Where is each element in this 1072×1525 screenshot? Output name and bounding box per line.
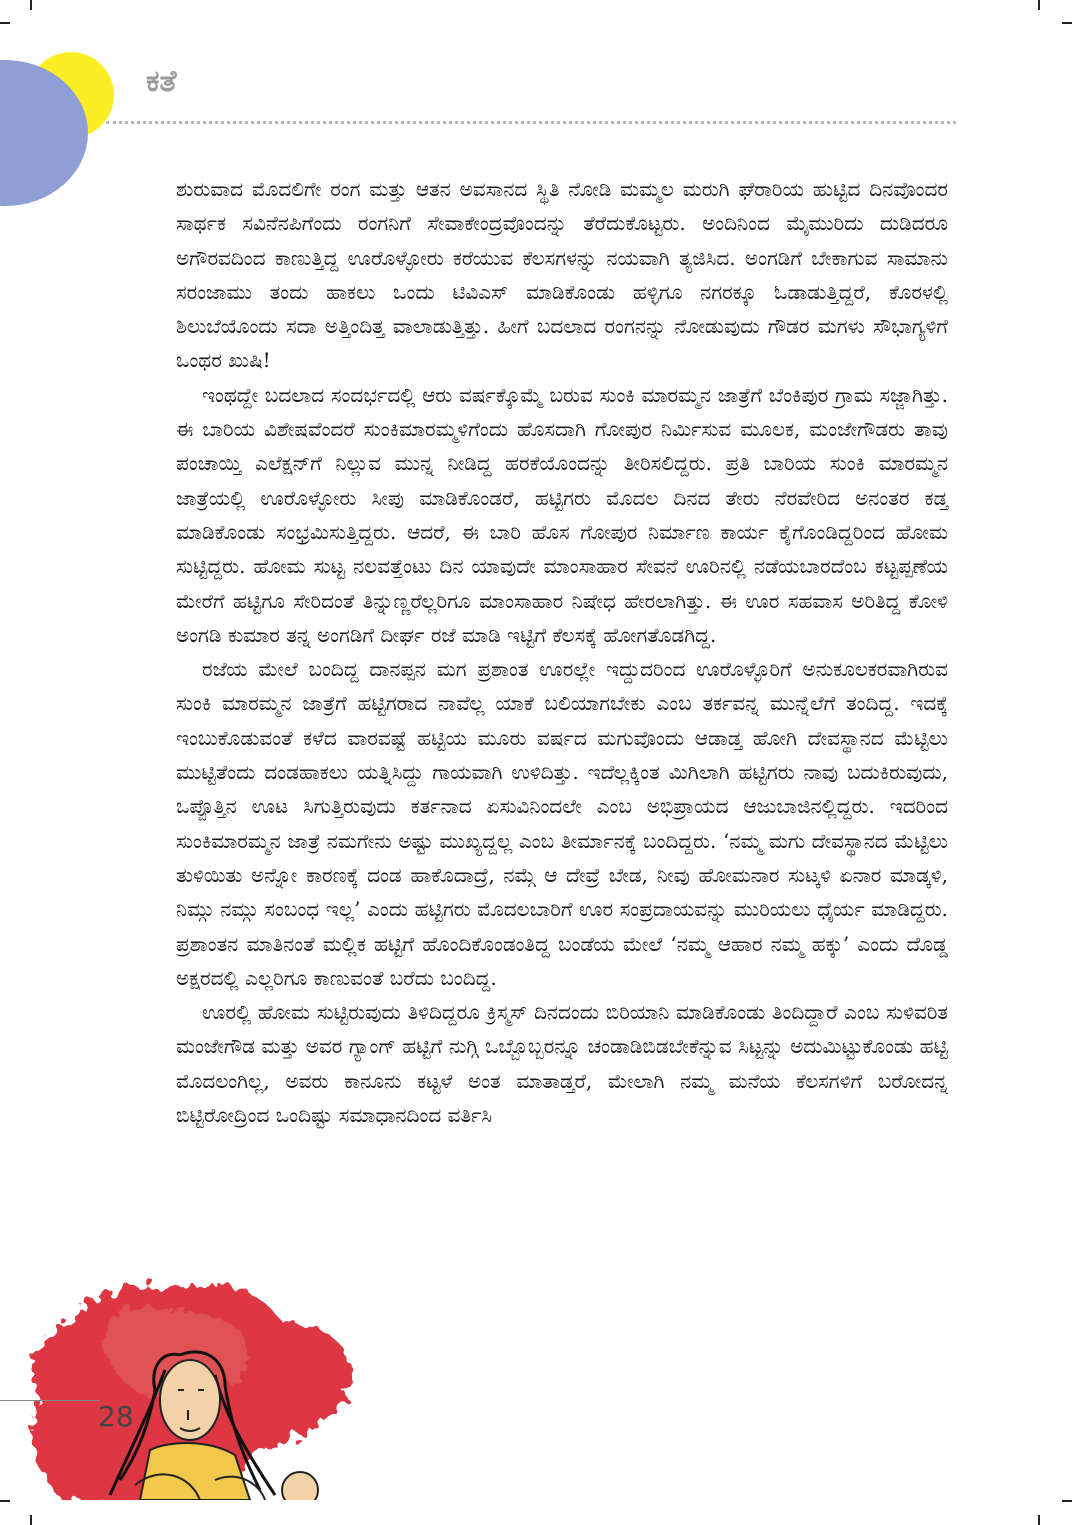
- section-label: ಕತೆ: [146, 64, 177, 99]
- page-number-rule: [0, 1400, 100, 1401]
- crop-mark-right-lower: [1062, 1500, 1072, 1502]
- paragraph-1: ಶುರುವಾದ ಮೊದಲಿಗೇ ರಂಗ ಮತ್ತು ಆತನ ಅವಸಾನದ ಸ್ಥಿತಿ ನೋಡಿ ಮಮ್ಮಲ ಮರುಗಿ ಘೆರಾರಿಯ ಹುಟ್ಟಿದ ದಿನವೊಂದರ ಸಾರ್ಥಕ ಸವಿನೆನಪಿಗೆಂದು ರಂಗನಿಗೆ ಸೇವಾಕೇಂದ್ರವೊಂದನ್ನು ತೆರೆದುಕೊಟ್ಟರು. ಅಂದಿನಿಂದ ಮೈಮುರಿದು ದುಡಿದರೂ ಅಗೌರವದಿಂದ ಕಾಣುತ್ತಿದ್ದ ಊರೊಳ್ಳೋರು ಕರೆಯುವ ಕೆಲಸಗಳನ್ನು ನಯವಾಗಿ ತ್ಯಜಿಸಿದ. ಅಂಗಡಿಗೆ ಬೇಕಾಗುವ ಸಾಮಾನು ಸರಂಜಾಮು ತಂದು ಹಾಕಲು ಒಂದು ಟಿವಿಎಸ್ ಮಾಡಿಕೊಂಡು ಹಳ್ಳಿಗೂ ನಗರಕ್ಕೂ ಓಡಾಡುತ್ತಿದ್ದರೆ, ಕೊರಳಲ್ಲಿ ಶಿಲುಬೆಯೊಂದು ಸದಾ ಅತ್ತಿಂದಿತ್ತ ವಾಲಾಡುತ್ತಿತ್ತು. ಹೀಗೆ ಬದಲಾದ ರಂಗನನ್ನು ನೋಡುವುದು ಗೌಡರ ಮಗಳು ಸೌಭಾಗ್ಯಳಿಗೆ ಒಂಥರ ಖುಷಿ!: [176, 177, 948, 373]
- crop-mark-top-right: [1038, 0, 1040, 10]
- story-body: [176, 172, 948, 1132]
- paragraph-2: ಇಂಥದ್ದೇ ಬದಲಾದ ಸಂದರ್ಭದಲ್ಲಿ ಆರು ವರ್ಷಕ್ಕೊಮ್ಮೆ ಬರುವ ಸುಂಕಿ ಮಾರಮ್ಮನ ಜಾತ್ರೆಗೆ ಬೆಂಕಿಪುರ ಗ್ರಾಮ ಸಜ್ಜಾಗಿತ್ತು. ಈ ಬಾರಿಯ ವಿಶೇಷವೆಂದರೆ ಸುಂಕಿಮಾರಮ್ಮಳಿಗೆಂದು ಹೊಸದಾಗಿ ಗೋಪುರ ನಿರ್ಮಿಸುವ ಮೂಲಕ, ಮಂಜೇಗೌಡರು ತಾವು ಪಂಚಾಯ್ತಿ ಎಲೆಕ್ಷನ್‌ಗೆ ನಿಲ್ಲುವ ಮುನ್ನ ನೀಡಿದ್ದ ಹರಕೆಯೊಂದನ್ನು ತೀರಿಸಲಿದ್ದರು. ಪ್ರತಿ ಬಾರಿಯ ಸುಂಕಿ ಮಾರಮ್ಮನ ಜಾತ್ರೆಯಲ್ಲಿ ಊರೊಳ್ಳೋರು ಸೀಪು ಮಾಡಿಕೊಂಡರೆ, ಹಟ್ಟಿಗರು ಮೊದಲ ದಿನದ ತೇರು ನೆರವೇರಿದ ಅನಂತರ ಕಡ್ತ ಮಾಡಿಕೊಂಡು ಸಂಭ್ರಮಿಸುತ್ತಿದ್ದರು. ಆದರೆ, ಈ ಬಾರಿ ಹೊಸ ಗೋಪುರ ನಿರ್ಮಾಣ ಕಾರ್ಯ ಕೈಗೊಂಡಿದ್ದರಿಂದ ಹೋಮ ಸುಟ್ಟಿದ್ದರು. ಹೋಮ ಸುಟ್ಟ ನಲವತ್ತೆಂಟು ದಿನ ಯಾವುದೇ ಮಾಂಸಾಹಾರ ಸೇವನೆ ಊರಿನಲ್ಲಿ ನಡೆಯಬಾರದೆಂಬ ಕಟ್ಟಪ್ಪಣೆಯ ಮೇರೆಗೆ ಹಟ್ಟಿಗೂ ಸೇರಿದಂತೆ ತಿನ್ನುಣ್ಣರೆಲ್ಲರಿಗೂ ಮಾಂಸಾಹಾರ ನಿಷೇಧ ಹೇರಲಾಗಿತ್ತು. ಈ ಊರ ಸಹವಾಸ ಅರಿತಿದ್ದ ಕೋಳಿ ಅಂಗಡಿ ಕುಮಾರ ತನ್ನ ಅಂಗಡಿಗೆ ದೀರ್ಘ ರಜೆ ಮಾಡಿ ಇಟ್ಟಿಗೆ ಕೆಲಸಕ್ಕೆ ಹೋಗತೊಡಗಿದ್ದ.: [176, 382, 948, 647]
- crop-mark-top-left: [30, 0, 32, 10]
- paragraph-3: ರಜೆಯ ಮೇಲೆ ಬಂದಿದ್ದ ದಾನಪ್ಪನ ಮಗ ಪ್ರಶಾಂತ ಊರಲ್ಲೇ ಇದ್ದುದರಿಂದ ಊರೊಳ್ಳೊರಿಗೆ ಅನುಕೂಲಕರವಾಗಿರುವ ಸುಂಕಿ ಮಾರಮ್ಮನ ಜಾತ್ರೆಗೆ ಹಟ್ಟಿಗರಾದ ನಾವೆಲ್ಲ ಯಾಕೆ ಬಲಿಯಾಗಬೇಕು ಎಂಬ ತರ್ಕವನ್ನ ಮುನ್ನೆಲೆಗೆ ತಂದಿದ್ದ. ಇದಕ್ಕೆ ಇಂಬುಕೊಡುವಂತೆ ಕಳೆದ ವಾರವಷ್ಟೆ ಹಟ್ಟಿಯ ಮೂರು ವರ್ಷದ ಮಗುವೊಂದು ಆಡಾಡ್ತ ಹೋಗಿ ದೇವಸ್ಥಾನದ ಮೆಟ್ಟಿಲು ಮುಟ್ಟಿತೆಂದು ದಂಡಹಾಕಲು ಯತ್ನಿಸಿದ್ದು ಗಾಯವಾಗಿ ಉಳಿದಿತ್ತು. ಇದೆಲ್ಲಕ್ಕಿಂತ ಮಿಗಿಲಾಗಿ ಹಟ್ಟಿಗರು ನಾವು ಬದುಕಿರುವುದು, ಒಪ್ಪೊತ್ತಿನ ಊಟ ಸಿಗುತ್ತಿರುವುದು ಕರ್ತನಾದ ಏಸುವಿನಿಂದಲೇ ಎಂಬ ಅಭಿಪ್ರಾಯದ ಆಜುಬಾಜಿನಲ್ಲಿದ್ದರು. ಇದರಿಂದ ಸುಂಕಿಮಾರಮ್ಮನ ಜಾತ್ರೆ ನಮಗೇನು ಅಷ್ಟು ಮುಖ್ಯದ್ದಲ್ಲ ಎಂಬ ತೀರ್ಮಾನಕ್ಕೆ ಬಂದಿದ್ದರು. ‘ನಮ್ಮ ಮಗು ದೇವಸ್ಥಾನದ ಮೆಟ್ಟಿಲು ತುಳಿಯಿತು ಅನ್ನೋ ಕಾರಣಕ್ಕೆ ದಂಡ ಹಾಕೊದಾದ್ರೆ, ನಮ್ಗೆ ಆ ದೇವ್ರೆ ಬೇಡ, ನೀವು ಹೋಮನಾರ ಸುಟ್ಕಳಿ ಏನಾರ ಮಾಡ್ಕಳಿ, ನಿಮ್ಗು ನಮ್ಗು ಸಂಬಂಧ ಇಲ್ಲ’ ಎಂದು ಹಟ್ಟಿಗರು ಮೊದಲಬಾರಿಗೆ ಊರ ಸಂಪ್ರದಾಯವನ್ನು ಮುರಿಯಲು ಧೈರ್ಯ ಮಾಡಿದ್ದರು. ಪ್ರಶಾಂತನ ಮಾತಿನಂತೆ ಮಲ್ಲಿಕ ಹಟ್ಟಿಗೆ ಹೊಂದಿಕೊಂಡಂತಿದ್ದ ಬಂಡೆಯ ಮೇಲೆ ‘ನಮ್ಮ ಆಹಾರ ನಮ್ಮ ಹಕ್ಕು’ ಎಂದು ದೊಡ್ಡ ಅಕ್ಷರದಲ್ಲಿ ಎಲ್ಲರಿಗೂ ಕಾಣುವಂತೆ ಬರೆದು ಬಂದಿದ್ದ.: [176, 657, 948, 990]
- crop-mark-right-upper: [1062, 22, 1072, 24]
- crop-mark-left-lower: [0, 1500, 10, 1502]
- paragraph-4-text: ಊರಲ್ಲಿ ಹೋಮ ಸುಟ್ಟಿರುವುದು ತಿಳಿದಿದ್ದರೂ ಕ್ರಿಸ್ಮಸ್ ದಿನದಂದು ಬಿರಿಯಾನಿ ಮಾಡಿಕೊಂಡು ತಿಂದಿದ್ದಾರೆ ಎಂಬ ಸುಳಿವರಿತ ಮಂಜೇಗೌಡ ಮತ್ತು ಅವರ ಗ್ಯಾಂಗ್ ಹಟ್ಟಿಗೆ ನುಗ್ಗಿ ಒಬ್ಬೊಬ್ಬರನ್ನೂ ಚಂಡಾಡಿಬಿಡಬೇಕೆನ್ನುವ ಸಿಟ್ಟನ್ನು ಅದುಮಿಟ್ಟುಕೊಂಡು ಹಟ್ಟಿ ಮೊದಲಂಗಿಲ್ಲ, ಅವರು ಕಾನೂನು ಕಟ್ಟಳೆ ಅಂತ ಮಾತಾಡ್ತರೆ, ಮೇಲಾಗಿ ನಮ್ಮ ಮನೆಯ ಕೆಲಸಗಳಿಗೆ ಬರೋದನ್ನ ಬಿಟ್ಟಿರೋದ್ರಿಂದ ಒಂದಿಷ್ಟು ಸಮಾಧಾನದಿಂದ ವರ್ತಿಸಿ: [176, 1000, 948, 1128]
- page-number: 28: [98, 1400, 134, 1433]
- crop-mark-left-upper: [0, 22, 10, 24]
- paragraph-4: [176, 995, 948, 1132]
- crop-mark-bottom-left: [30, 1515, 32, 1525]
- illustration-figure: [0, 1250, 430, 1500]
- header-dotted-rule: [106, 121, 956, 124]
- crop-mark-bottom-right: [1038, 1515, 1040, 1525]
- figure-face: [160, 1360, 220, 1440]
